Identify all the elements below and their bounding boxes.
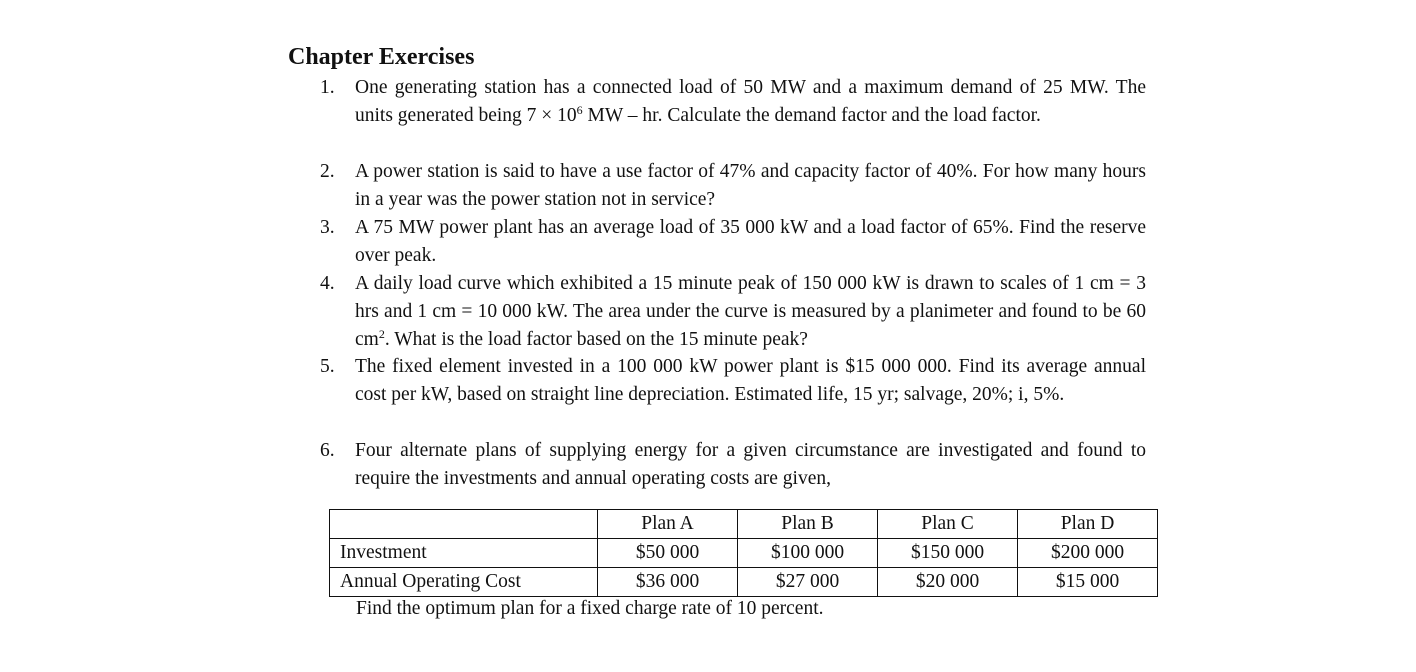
exercise-1 — [320, 74, 1146, 130]
table-cell: $200 000 — [1018, 539, 1158, 568]
exercise-3 — [320, 214, 1146, 270]
table-header-cell: Plan C — [878, 510, 1018, 539]
table-cell: $150 000 — [878, 539, 1018, 568]
table-cell: $15 000 — [1018, 568, 1158, 597]
table-row — [330, 568, 1158, 597]
exponent: 6 — [576, 103, 583, 117]
exercise-text: The fixed element invested in a 100 000 kW power plant is $15 000 000. Find its average annual cost per kW, based on straight line depreciation. Estimated life, 15 yr; salvage, 20%; i, 5%. — [355, 356, 1146, 405]
exercise-2 — [320, 158, 1146, 214]
exercise-6 — [320, 437, 1146, 493]
page-title: Chapter Exercises — [288, 44, 475, 70]
exercise-5 — [320, 353, 1146, 409]
exercise-text: A power station is said to have a use factor of 47% and capacity factor of 40%. For how many hours in a year was the power station not in service? — [355, 161, 1146, 210]
table-cell: $20 000 — [878, 568, 1018, 597]
table-cell: $100 000 — [738, 539, 878, 568]
row-label: Investment — [330, 539, 598, 568]
exercise-text: One generating station has a connected load of 50 MW and a maximum demand of 25 MW. The units generated being $7 \times 10^6$ MW – hr. Calculate the demand factor and the load factor. — [355, 77, 1146, 126]
table-footnote: Find the optimum plan for a fixed charge rate of 10 percent. — [356, 598, 824, 619]
row-label: Annual Operating Cost — [330, 568, 598, 597]
exercise-number: 6. — [320, 440, 335, 461]
exercise-number: 2. — [320, 161, 335, 182]
exercise-number: 3. — [320, 217, 335, 238]
exercise-number: 5. — [320, 356, 335, 377]
exercise-4 — [320, 270, 1146, 354]
exercise-number: 4. — [320, 273, 335, 294]
table-cell: $36 000 — [598, 568, 738, 597]
exercise-text: A 75 MW power plant has an average load of 35 000 kW and a load factor of 65%. Find the reserve over peak. — [355, 217, 1146, 266]
plans-table — [329, 509, 1158, 597]
exercise-text: A daily load curve which exhibited a 15 minute peak of 150 000 kW is drawn to scales of 1 cm = 3 hrs and 1 cm = 10 000 kW. The area under the curve is measured by a planimeter and found to be 60 $cm^2$. What is the load factor based on the 15 minute peak? — [355, 273, 1146, 350]
table-header-cell: Plan D — [1018, 510, 1158, 539]
table-cell: $27 000 — [738, 568, 878, 597]
table-header-cell: Plan A — [598, 510, 738, 539]
table-header-cell — [330, 510, 598, 539]
table-cell: $50 000 — [598, 539, 738, 568]
exercise-text: Four alternate plans of supplying energy for a given circumstance are investigated and found to require the investments and annual operating costs are given, — [355, 440, 1146, 489]
table-header-row — [330, 510, 1158, 539]
exercise-number: 1. — [320, 77, 335, 98]
table-row — [330, 539, 1158, 568]
exponent: 2 — [378, 327, 385, 341]
table-header-cell: Plan B — [738, 510, 878, 539]
